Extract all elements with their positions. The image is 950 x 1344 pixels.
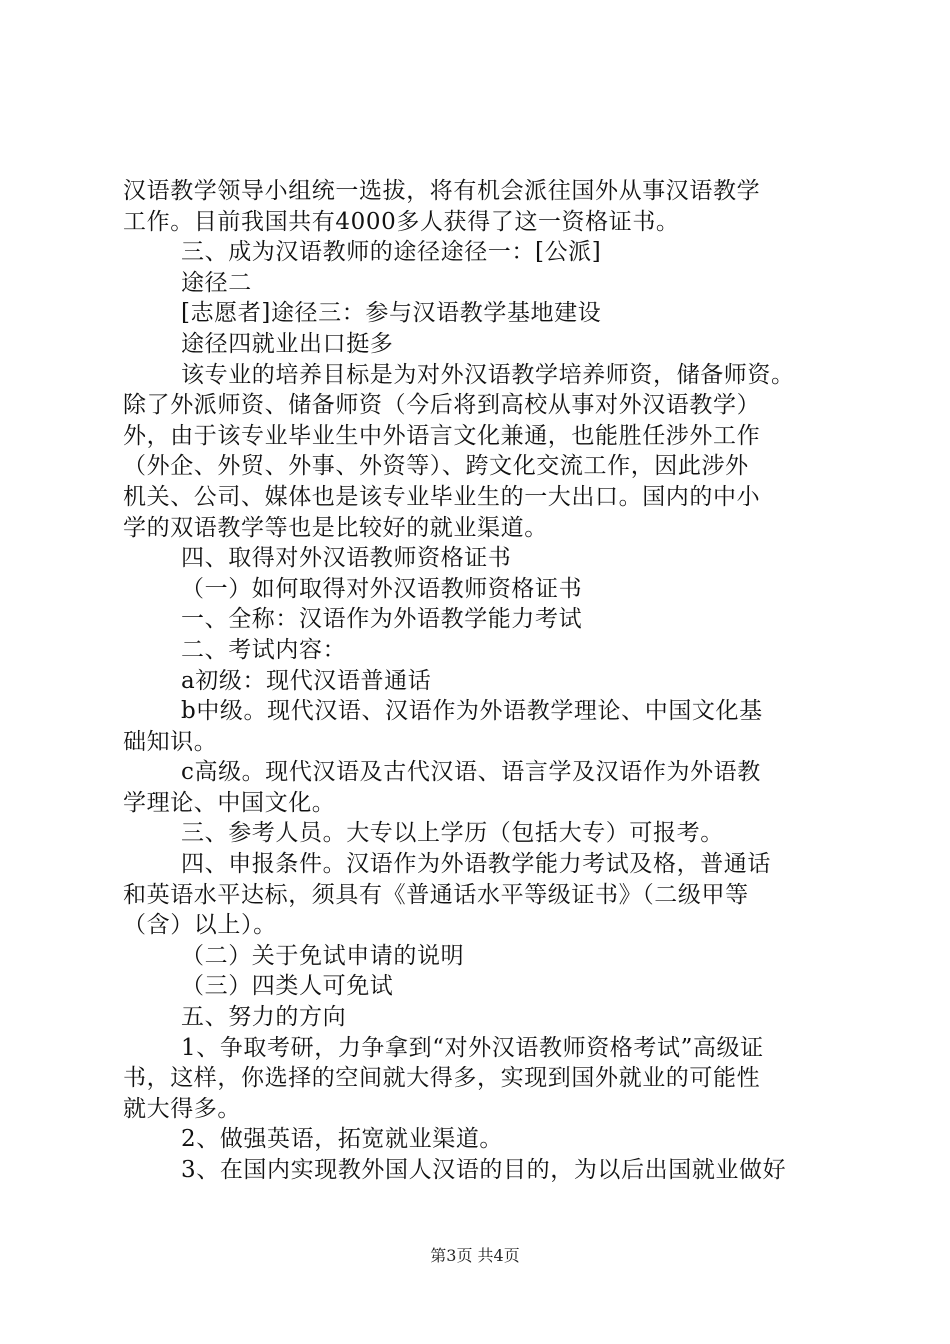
text-line: （含）以上）。 bbox=[123, 912, 277, 939]
text-line: 外，由于该专业毕业生中外语言文化兼通，也能胜任涉外工作 bbox=[123, 422, 761, 449]
text-line: 除了外派师资、储备师资（今后将到高校从事对外汉语教学） bbox=[123, 392, 761, 419]
text-line: 四、取得对外汉语教师资格证书 bbox=[181, 545, 512, 572]
text-line: 2、做强英语，拓宽就业渠道。 bbox=[181, 1126, 504, 1153]
text-line: 途径二 bbox=[181, 269, 252, 296]
text-line: 二、考试内容： bbox=[181, 636, 347, 663]
text-line: （一）如何取得对外汉语教师资格证书 bbox=[181, 575, 583, 602]
text-line: 途径四就业出口挺多 bbox=[181, 330, 394, 357]
text-line: b中级。现代汉语、汉语作为外语教学理论、中国文化基 bbox=[181, 698, 763, 725]
text-line: （三）四类人可免试 bbox=[181, 973, 394, 1000]
text-line: 学理论、中国文化。 bbox=[123, 789, 336, 816]
text-line: c高级。现代汉语及古代汉语、语言学及汉语作为外语教 bbox=[181, 759, 761, 786]
text-line: 1、争取考研，力争拿到“对外汉语教师资格考试”高级证 bbox=[181, 1034, 764, 1061]
text-line: 工作。目前我国共有4000多人获得了这一资格证书。 bbox=[123, 208, 680, 235]
document-body bbox=[123, 176, 835, 1186]
text-line: 础知识。 bbox=[123, 728, 218, 755]
text-line: 学的双语教学等也是比较好的就业渠道。 bbox=[123, 514, 548, 541]
page-footer: 第3页 共4页 bbox=[430, 1246, 520, 1265]
text-line: 汉语教学领导小组统一选拔，将有机会派往国外从事汉语教学 bbox=[123, 178, 761, 204]
text-line: 一、全称：汉语作为外语教学能力考试 bbox=[181, 606, 583, 633]
text-line: a初级：现代汉语普通话 bbox=[181, 667, 432, 694]
text-line: （二）关于免试申请的说明 bbox=[181, 942, 465, 969]
text-line: 五、努力的方向 bbox=[181, 1004, 347, 1031]
text-line: [志愿者]途径三：参与汉语教学基地建设 bbox=[181, 300, 602, 327]
text-line: 和英语水平达标，须具有《普通话水平等级证书》（二级甲等 bbox=[123, 881, 749, 908]
text-line: 三、成为汉语教师的途径途径一：[公派] bbox=[181, 239, 602, 266]
text-line: 3、在国内实现教外国人汉语的目的，为以后出国就业做好 bbox=[181, 1157, 787, 1183]
text-line: 四、申报条件。汉语作为外语教学能力考试及格，普通话 bbox=[181, 851, 771, 878]
text-line: 机关、公司、媒体也是该专业毕业生的一大出口。国内的中小 bbox=[123, 483, 761, 510]
text-line: 三、参考人员。大专以上学历（包括大专）可报考。 bbox=[181, 820, 724, 847]
text-line: 就大得多。 bbox=[123, 1095, 241, 1122]
text-line: （外企、外贸、外事、外资等）、跨文化交流工作，因此涉外 bbox=[123, 453, 749, 480]
text-line: 书，这样，你选择的空间就大得多，实现到国外就业的可能性 bbox=[123, 1065, 761, 1092]
text-line: 该专业的培养目标是为对外汉语教学培养师资，储备师资。 bbox=[181, 361, 795, 388]
